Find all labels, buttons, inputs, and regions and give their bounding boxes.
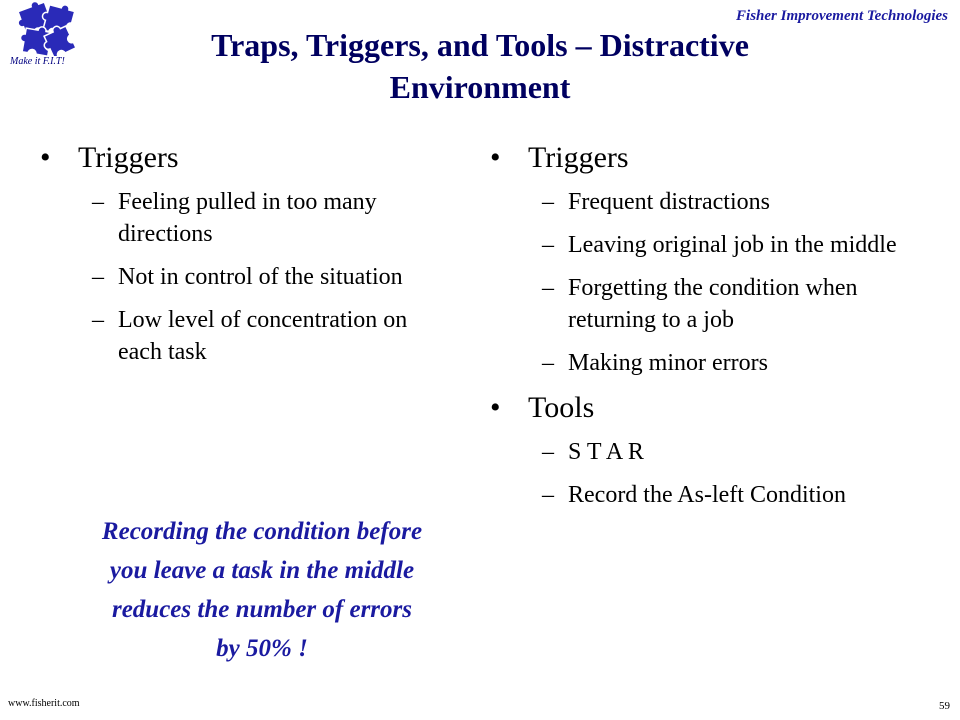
- dash-marker: –: [542, 350, 554, 376]
- callout-line: you leave a task in the middle: [109, 557, 415, 584]
- list-item: [490, 479, 930, 511]
- dash-marker: –: [542, 439, 554, 465]
- list-item: [490, 272, 930, 336]
- list-item: [490, 229, 930, 261]
- list-item: [40, 261, 440, 293]
- title-line-1: Traps, Triggers, and Tools – Distractive: [211, 27, 749, 63]
- dash-marker: –: [542, 482, 554, 508]
- right-column: [490, 140, 930, 522]
- callout-note: [52, 512, 472, 668]
- puzzle-pieces-icon: [16, 2, 76, 56]
- left-column: [40, 140, 440, 379]
- list-item: [40, 186, 440, 250]
- logo: [8, 2, 88, 68]
- list-item-text: Frequent distractions: [568, 189, 770, 215]
- list-item: [40, 304, 440, 368]
- footer-url: www.fisherit.com: [8, 698, 80, 709]
- list-item: [490, 436, 930, 468]
- dash-marker: –: [92, 307, 104, 333]
- list-item-text: Forgetting the condition when returning to a job: [568, 275, 858, 333]
- bullet-dot: •: [40, 141, 51, 174]
- bullet-heading: [490, 390, 930, 426]
- list-item-text: Feeling pulled in too many directions: [118, 189, 377, 247]
- title-line-2: Environment: [389, 69, 571, 105]
- list-item: [490, 347, 930, 379]
- bullet-heading-text: Triggers: [528, 141, 629, 174]
- callout-line: Recording the condition before: [101, 518, 423, 545]
- bullet-heading: [490, 140, 930, 176]
- list-item-text: Making minor errors: [568, 350, 768, 376]
- dash-marker: –: [92, 264, 104, 290]
- callout-line: by 50% !: [216, 635, 308, 662]
- company-name: Fisher Improvement Technologies: [736, 8, 948, 24]
- page-title: [110, 24, 850, 108]
- dash-marker: –: [542, 189, 554, 215]
- bullet-heading: [40, 140, 440, 176]
- dash-marker: –: [542, 232, 554, 258]
- bullet-dot: •: [490, 141, 501, 174]
- logo-caption: Make it F.I.T!: [10, 56, 65, 67]
- bullet-heading-text: Triggers: [78, 141, 179, 174]
- page-number: 59: [939, 700, 950, 712]
- dash-marker: –: [92, 189, 104, 215]
- list-item-text: S T A R: [568, 439, 644, 465]
- list-item-text: Low level of concentration on each task: [118, 307, 408, 365]
- list-item-text: Not in control of the situation: [118, 264, 403, 290]
- dash-marker: –: [542, 275, 554, 301]
- callout-line: reduces the number of errors: [111, 596, 412, 623]
- bullet-heading-text: Tools: [528, 391, 595, 424]
- list-item-text: Leaving original job in the middle: [568, 232, 897, 258]
- bullet-dot: •: [490, 391, 501, 424]
- list-item-text: Record the As-left Condition: [568, 482, 846, 508]
- list-item: [490, 186, 930, 218]
